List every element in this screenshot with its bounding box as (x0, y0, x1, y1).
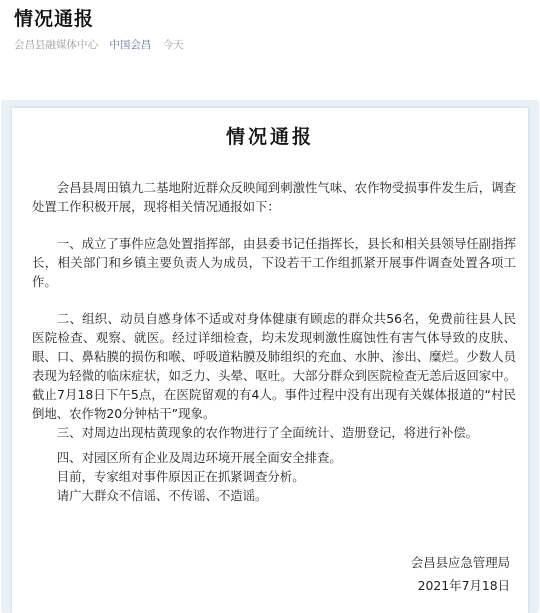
notice-paragraph-3: 三、对周边出现枯黄现象的农作物进行了全面统计、造册登记，将进行补偿。 (56, 425, 479, 440)
publish-date: 今天 (162, 39, 184, 51)
notice-paragraph-6: 请广大群众不信谣、不传谣、不造谣。 (56, 488, 268, 503)
source-label: 会昌县融媒体中心 (14, 39, 98, 51)
notice-body (32, 178, 516, 505)
article-title: 情况通报 (14, 8, 95, 30)
account-link[interactable]: 中国会昌 (109, 39, 152, 51)
notice-signature-block (411, 553, 510, 599)
notice-paragraph-1: 一、成立了事件应急处置指挥部，由县委书记任指挥长，县长和相关县领导任副指挥长，相关部门和乡镇主要负责人为成员，下设若干工作组抓紧开展事件调查处置各项工作。 (32, 236, 516, 289)
article-meta (14, 37, 192, 52)
notice-paragraph-2: 二、组织、动员自感身体不适或对身体健康有顾虑的群众共56名，免费前往县人民医院检查、观察、就医。经过详细检查，均未发现刺激性腐蚀性有害气体导致的皮肤、眼、口、鼻粘膜的损伤和喉、呼吸道粘膜及肺组织的充血、水肿、渗出、糜烂。少数人员表现为轻微的临床症状，如乏力、头晕、呕吐。大部分群众到医院检查无恙后返回家中。截止7月18日下午5点，在医院留观的有4人。事件过程中没有出现有关媒体报道的“村民倒地、农作物20分钟枯干”现象。 (32, 311, 516, 421)
notice-paragraph-4: 四、对园区所有企业及周边环境开展全面安全排查。 (56, 450, 342, 465)
notice-paragraph-5: 目前，专家组对事件原因正在抓紧调查分析。 (56, 469, 305, 484)
signature-org: 会昌县应急管理局 (410, 555, 510, 570)
notice-heading: 情况通报 (225, 126, 314, 148)
notice-paragraph-intro: 会昌县周田镇九二基地附近群众反映闻到刺激性气味、农作物受损事件发生后，调查处置工作积极开展，现将相关情况通报如下： (32, 180, 516, 214)
signature-date: 2021年7月18日 (417, 578, 510, 593)
